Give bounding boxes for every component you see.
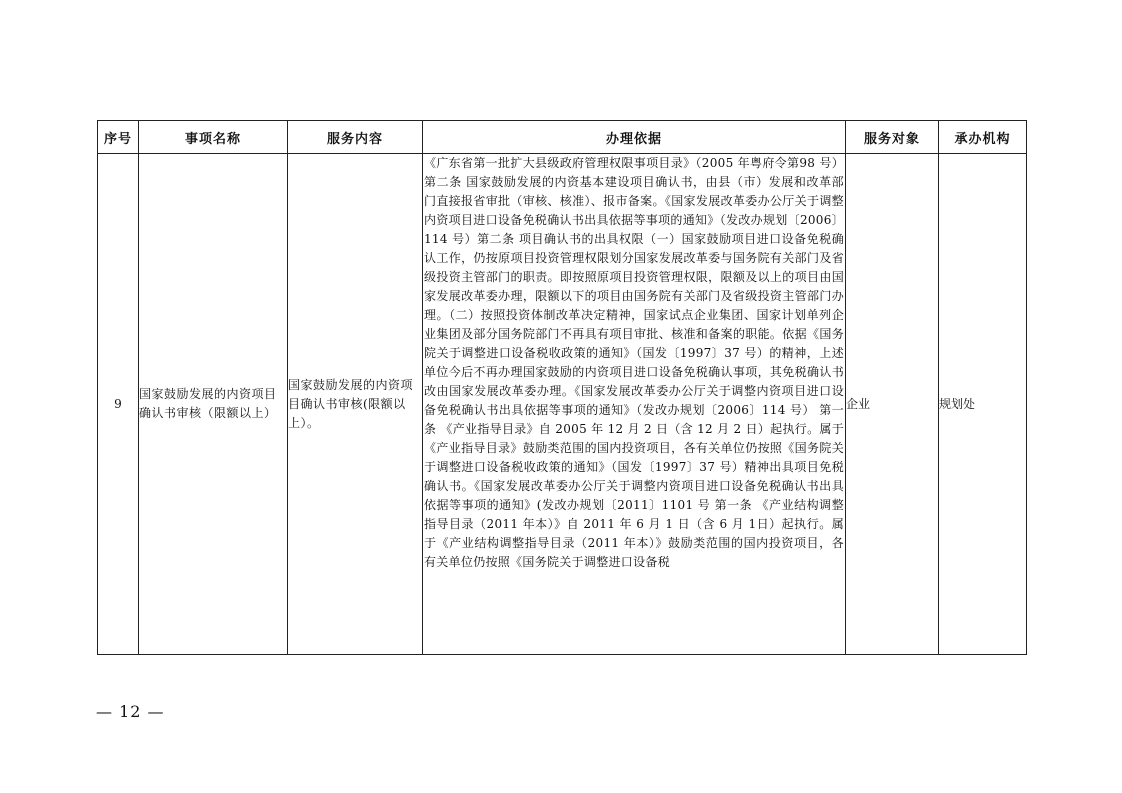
document-table: [97, 120, 1027, 655]
header-legal-basis: 办理依据: [423, 121, 846, 154]
cell-legal-basis: 《广东省第一批扩大县级政府管理权限事项目录》（2005 年粤府令第98 号） 第二条 国家鼓励发展的内资基本建设项目确认书，由县（市）发展和改革部门直接报省审批（审核、核准）、报市备案。《国家发展改革委办公厅关于调整内资项目进口设备免税确认书出具依据等事项的通知》（发改办规划〔2006〕114 号）第二条 项目确认书的出具权限（一）国家鼓励项目进口设备免税确认工作，仍按原项目投资管理权限划分国家发展改革委与国务院有关部门及省级投资主管部门的职责。即按照原项目投资管理权限，限额及以上的项目由国家发展改革委办理，限额以下的项目由国务院有关部门及省级投资主管部门办理。（二）按照投资体制改革决定精神，国家试点企业集团、国家计划单列企业集团及部分国务院部门不再具有项目审批、核准和备案的职能。依据《国务院关于调整进口设备税收政策的通知》（国发〔1997〕37 号）的精神，上述单位今后不再办理国家鼓励的内资项目进口设备免税确认事项，其免税确认书改由国家发展改革委办理。《国家发展改革委办公厅关于调整内资项目进口设备免税确认书出具依据等事项的通知》（发改办规划〔2006〕114 号） 第一条 《产业指导目录》自 2005 年 12 月 2 日（含 12 月 2 日）起执行。属于《产业指导目录》鼓励类范围的国内投资项目，各有关单位仍按照《国务院关于调整进口设备税收政策的通知》（国发〔1997〕37 号）精神出具项目免税确认书。《国家发展改革委办公厅关于调整内资项目进口设备免税确认书出具依据等事项的通知》(发改办规划〔2011〕1101 号 第一条 《产业结构调整指导目录（2011 年本）》自 2011 年 6 月 1 日（含 6 月 1日）起执行。属于《产业结构调整指导目录（2011 年本）》鼓励类范围的国内投资项目，各有关单位仍按照《国务院关于调整进口设备税: [423, 154, 846, 655]
cell-service-content: 国家鼓励发展的内资项目确认书审核(限额以上）。: [288, 154, 423, 655]
table-header-row: [98, 121, 1027, 154]
header-item-name: 事项名称: [139, 121, 288, 154]
cell-item-name: 国家鼓励发展的内资项目确认书审核（限额以上）: [139, 154, 288, 655]
cell-service-target: 企业: [846, 154, 939, 655]
cell-index: 9: [98, 154, 139, 655]
page-number: — 12 —: [96, 702, 165, 721]
header-index: 序号: [98, 121, 139, 154]
table-row: [98, 154, 1027, 655]
cell-handling-org: 规划处: [939, 154, 1027, 655]
header-service-content: 服务内容: [288, 121, 423, 154]
header-service-target: 服务对象: [846, 121, 939, 154]
header-handling-org: 承办机构: [939, 121, 1027, 154]
